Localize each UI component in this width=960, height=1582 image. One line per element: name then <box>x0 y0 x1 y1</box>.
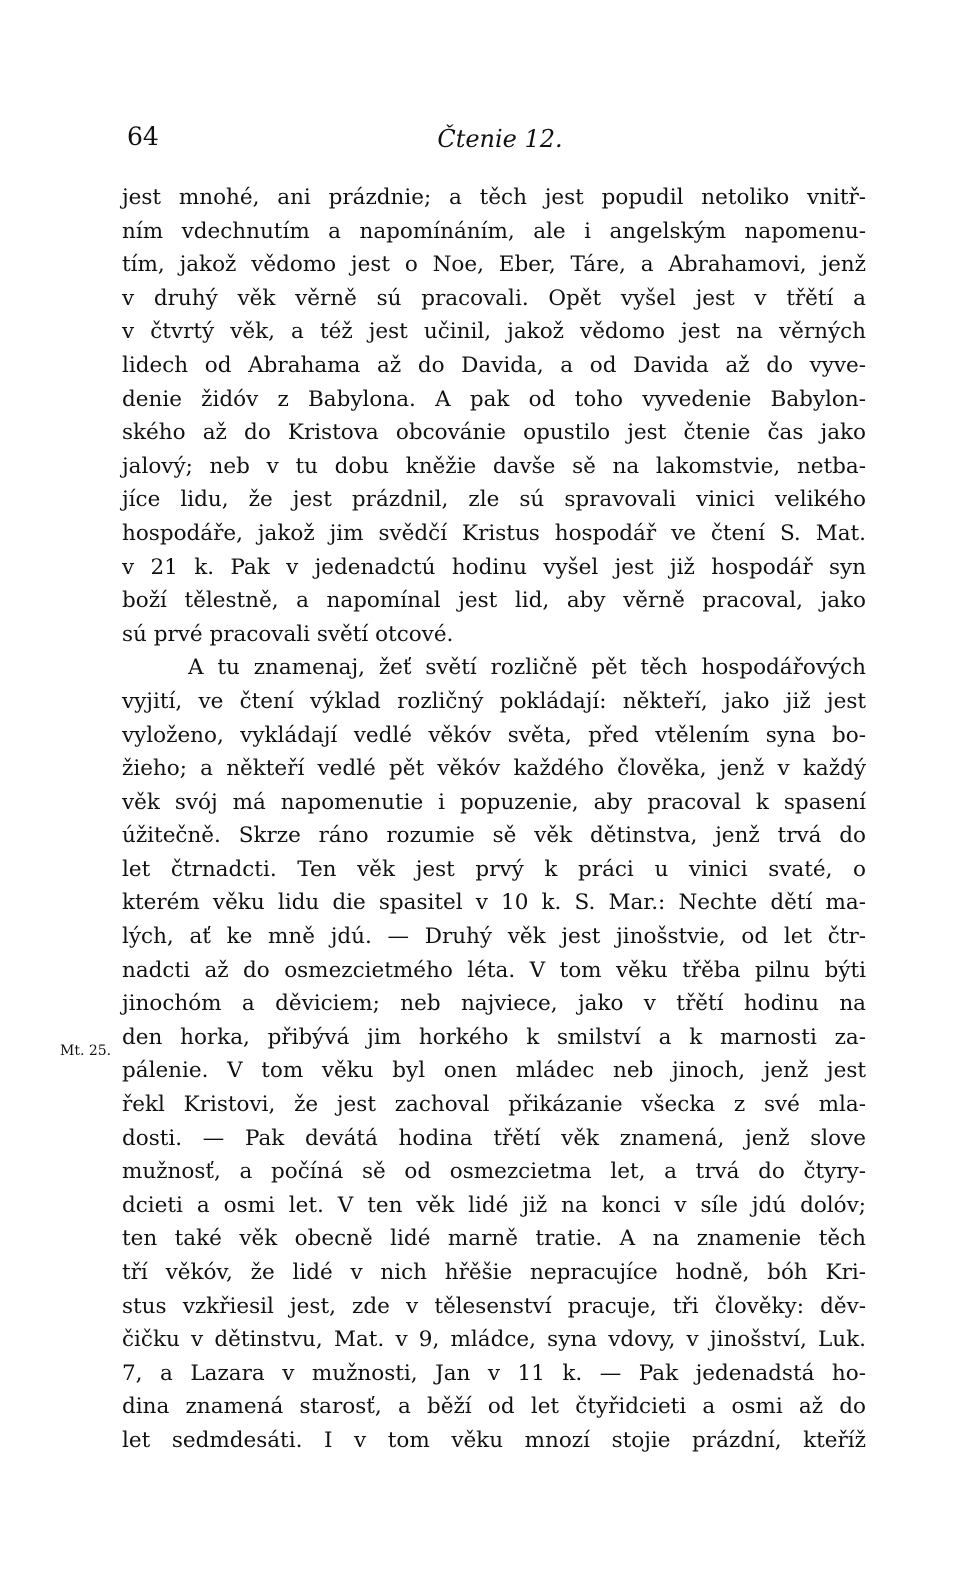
text-line: v 21 k. Pak v jedenadctú hodinu vyšel jest již hospodář syn <box>122 554 866 580</box>
text-line: A tu znamenaj, žeť světí rozličně pět těch hospodářových <box>188 655 866 681</box>
text-line: dosti. — Pak devátá hodina třětí věk znamená, jenž slove <box>122 1125 866 1151</box>
text-line: tří věkóv, že lidé v nich hřěšie nepracujíce hodně, bóh Kri- <box>122 1260 866 1285</box>
text-line: nadcti až do osmezcietmého léta. V tom věku třěba pilnu býti <box>122 957 866 983</box>
text-line: pálenie. V tom věku byl onen mládec neb jinoch, jenž jest <box>122 1058 866 1084</box>
body-text <box>122 181 866 1458</box>
text-line: boží tělestně, a napomínal jest lid, aby věrně pracoval, jako <box>122 588 866 614</box>
text-line: ním vdechnutím a napomínáním, ale i angelským napomenu- <box>122 218 866 244</box>
text-line: věk svój má napomenutie i popuzenie, aby pracoval k spasení <box>122 789 866 815</box>
text-line: tím, jakož vědomo jest o Noe, Eber, Táre, a Abrahamovi, jenž <box>122 252 866 278</box>
running-title: Čtenie 12. <box>437 125 563 153</box>
text-line: mužnosť, a počíná sě od osmezcietma let, a trvá do čtyry- <box>122 1159 866 1185</box>
text-line: let sedmdesáti. I v tom věku mnozí stojie prázdní, kteříž <box>122 1427 866 1453</box>
text-line: v druhý věk věrně sú pracovali. Opět vyšel jest v třětí a <box>122 285 866 311</box>
text-line: žieho; a někteří vedlé pět věkóv každého člověka, jenž v každý <box>122 756 866 782</box>
page-number: 64 <box>127 122 159 151</box>
text-line: lidech od Abrahama až do Davida, a od Davida až do vyve- <box>122 352 866 378</box>
text-line: řekl Kristovi, že jest zachoval přikázanie všecka z své mla- <box>122 1092 866 1118</box>
text-line: kterém věku lidu die spasitel v 10 k. S. Mar.: Nechte dětí ma- <box>122 890 866 916</box>
text-line: 7, a Lazara v mužnosti, Jan v 11 k. — Pak jedenadstá ho- <box>122 1360 866 1386</box>
text-line: jest mnohé, ani prázdnie; a těch jest popudil netoliko vnitř- <box>122 185 866 210</box>
text-line: ského až do Kristova obcovánie opustilo jest čtenie čas jako <box>122 420 866 446</box>
text-line: úžitečně. Skrze ráno rozumie sě věk dětinstva, jenž trvá do <box>122 823 866 849</box>
text-line: vyjití, ve čtení výklad rozličný pokládají: někteří, jako již jest <box>122 688 866 714</box>
text-line: denie židóv z Babylona. A pak od toho vyvedenie Babylon- <box>122 386 866 412</box>
text-line: ten také věk obecně lidé marně tratie. A na znamenie těch <box>122 1226 866 1252</box>
text-line: den horka, přibývá jim horkého k smilství a k marnosti za- <box>122 1024 866 1050</box>
text-line: v čtvrtý věk, a též jest učinil, jakož vědomo jest na věrných <box>122 319 866 345</box>
text-line: jíce lidu, že jest prázdnil, zle sú spravovali vinici velikého <box>122 487 866 513</box>
text-line: hospodáře, jakož jim svědčí Kristus hospodář ve čtení S. Mat. <box>122 520 866 546</box>
text-line: stus vzkřiesil jest, zde v tělesenství pracuje, tři člověky: děv- <box>122 1293 866 1319</box>
text-line: sú prvé pracovali světí otcové. <box>122 621 454 647</box>
text-line: jalový; neb v tu dobu kněžie davše sě na lakomstvie, netba- <box>122 453 866 479</box>
text-line: let čtrnadcti. Ten věk jest prvý k práci u vinici svaté, o <box>122 856 866 882</box>
text-line: lých, ať ke mně jdú. — Druhý věk jest jinošstvie, od let čtr- <box>122 924 866 950</box>
margin-note: Mt. 25. <box>60 1043 112 1059</box>
text-line: čičku v dětinstvu, Mat. v 9, mládce, syna vdovy, v jinošství, Luk. <box>122 1327 866 1353</box>
text-line: vyloženo, vykládají vedlé věkóv světa, před vtělením syna bo- <box>122 722 866 748</box>
text-line: dina znamená starosť, a běží od let čtyřidcieti a osmi až do <box>122 1394 866 1420</box>
text-line: jinochóm a děviciem; neb najviece, jako v třětí hodinu na <box>122 991 866 1017</box>
text-line: dcieti a osmi let. V ten věk lidé již na konci v síle jdú dolóv; <box>122 1192 866 1218</box>
